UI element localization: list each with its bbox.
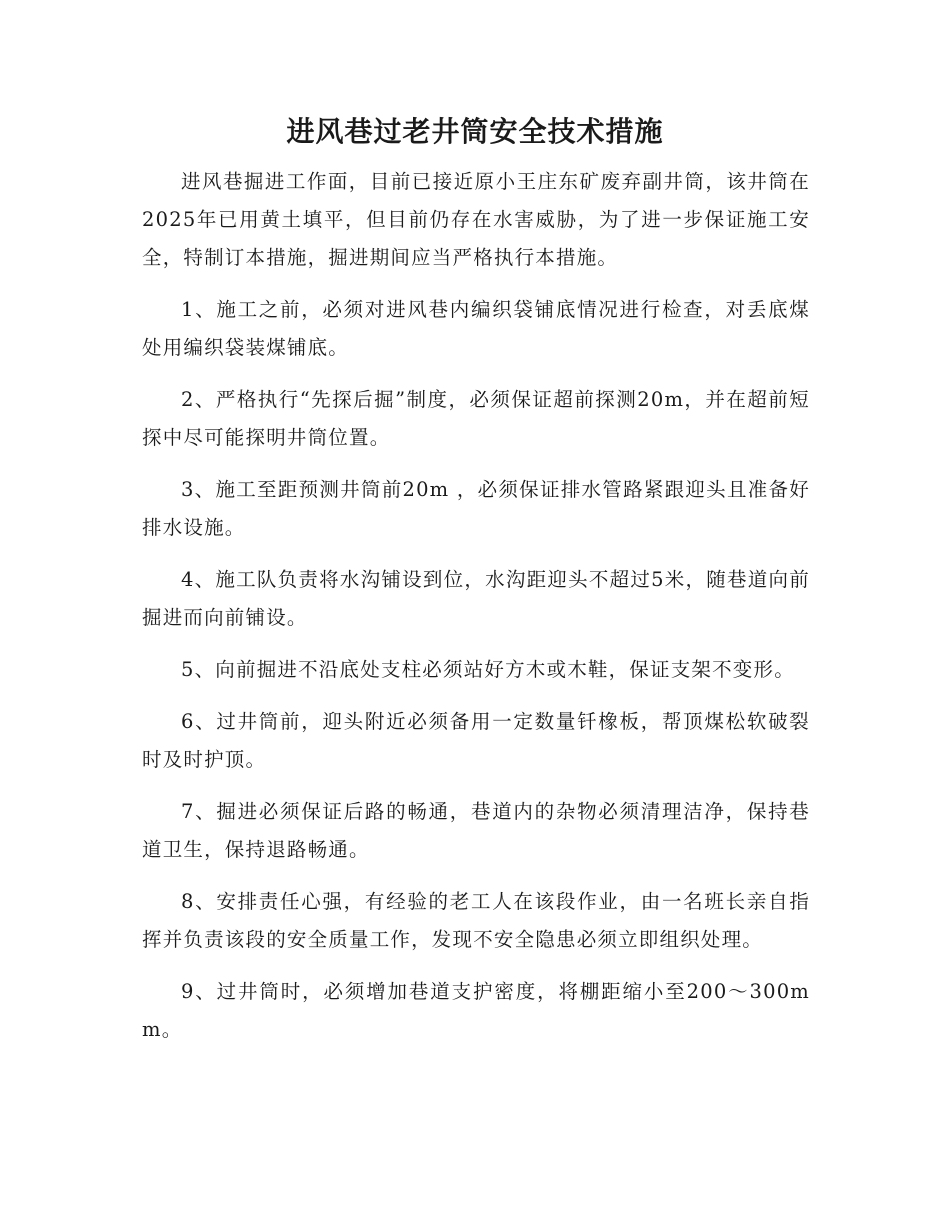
measure-item-1: 1、施工之前，必须对进风巷内编织袋铺底情况进行检查，对丢底煤处用编织袋装煤铺底。 [142,298,810,359]
measure-item-3: 3、施工至距预测井筒前20m ，必须保证排水管路紧跟迎头且准备好排水设施。 [142,478,810,539]
measure-item-9: 9、过井筒时，必须增加巷道支护密度，将棚距缩小至200～300mm。 [142,980,810,1041]
measure-item-7: 7、掘进必须保证后路的畅通，巷道内的杂物必须清理洁净，保持巷道卫生，保持退路畅通。 [142,800,810,861]
measure-item-4: 4、施工队负责将水沟铺设到位，水沟距迎头不超过5米，随巷道向前掘进而向前铺设。 [142,568,810,629]
measure-item-5: 5、向前掘进不沿底处支柱必须站好方木或木鞋，保证支架不变形。 [181,658,795,681]
measure-item-6: 6、过井筒前，迎头附近必须备用一定数量钎橡板，帮顶煤松软破裂时及时护顶。 [142,710,810,771]
measure-item-8: 8、安排责任心强，有经验的老工人在该段作业，由一名班长亲自指挥并负责该段的安全质量工作，发现不安全隐患必须立即组织处理。 [142,890,810,951]
document-title: 进风巷过老井筒安全技术措施 [286,115,664,148]
document-body [142,163,810,1063]
intro-paragraph: 进风巷掘进工作面，目前已接近原小王庄东矿废弃副井筒，该井筒在2025年已用黄土填平，但目前仍存在水害威胁，为了进一步保证施工安全，特制订本措施，掘进期间应当严格执行本措施。 [142,170,810,269]
measure-item-2: 2、严格执行“先探后掘”制度，必须保证超前探测20m，并在超前短探中尽可能探明井筒位置。 [142,388,810,449]
